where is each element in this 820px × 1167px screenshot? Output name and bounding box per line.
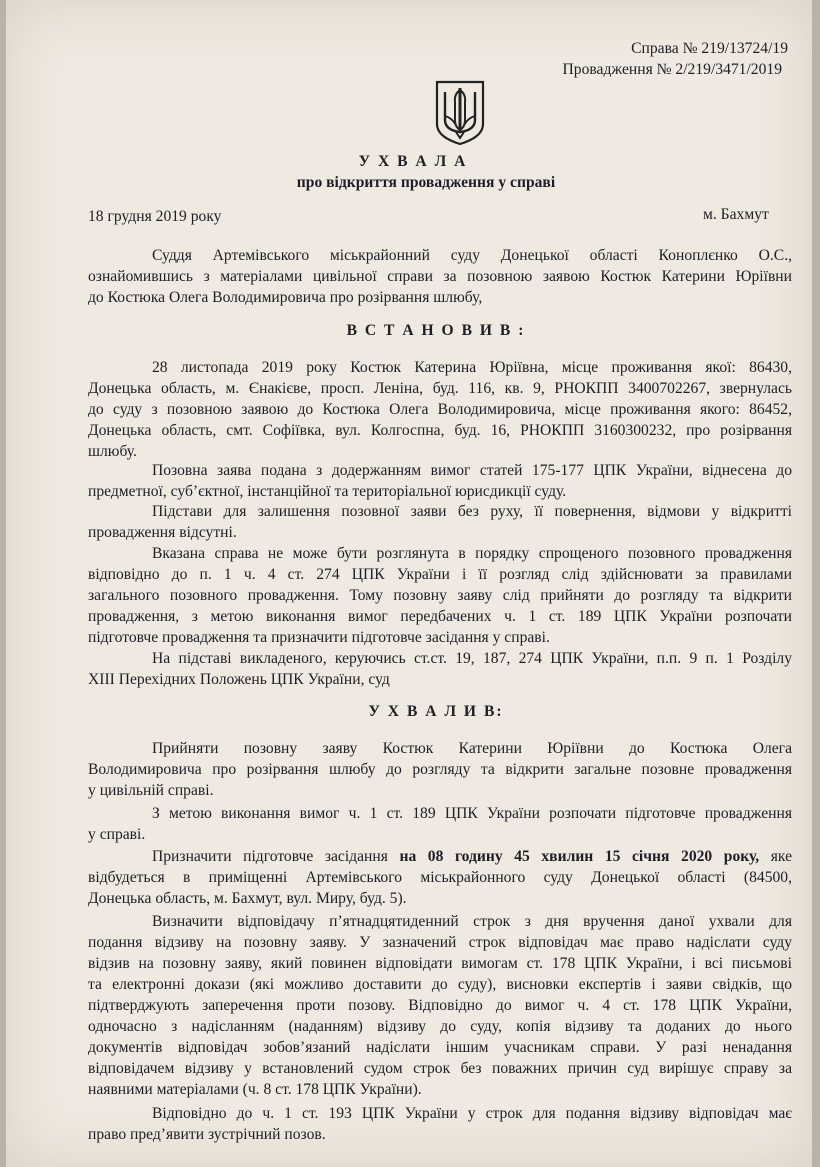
established-heading: В С Т А Н О В И В : xyxy=(346,322,526,339)
document-title: У Х В А Л А xyxy=(358,153,468,170)
ruled-line: подання відзиву на позовну заяву. У зазначений строк відповідач має право надіслати суду xyxy=(88,934,792,951)
ruled-line: право пред’явити зустрічний позов. xyxy=(88,1126,326,1143)
established-line: Вказана справа не може бути розглянута в порядку спрощеного позовного провадження xyxy=(152,545,792,562)
hearing-tail: яке xyxy=(759,848,793,865)
ruled-line: у цивільній справі. xyxy=(88,782,214,799)
hearing-lead: Призначити підготовче засідання xyxy=(152,848,400,865)
established-line: відповідно до п. 1 ч. 4 ст. 274 ЦПК України і її розгляд слід здійснювати за правилами xyxy=(88,566,792,583)
hearing-datetime: на 08 годину 45 хвилин 15 січня 2020 року, xyxy=(399,848,760,865)
ruled-line: підтверджують заперечення проти позову. Відповідно до вимог ч. 4 ст. 178 ЦПК України, xyxy=(88,997,792,1014)
ruled-line: відповідачем відзиву у встановлений судом строк без поважних причин суд вирішує справу за xyxy=(88,1060,792,1077)
intro-line: ознайомившись з матеріалами цивільної справи за позовною заявою Костюк Катерини Юріївни xyxy=(88,268,792,285)
established-line: предметної, суб’єктної, інстанційної та територіальної юрисдикції суду. xyxy=(88,483,567,500)
established-line: XIII Перехідних Положень ЦПК України, суд xyxy=(88,671,390,688)
ruled-line: Донецька область, м. Бахмут, вул. Миру, буд. 5). xyxy=(88,890,407,907)
ruled-line: відзив на позовну заяву, який повинен відповідати вимогам ст. 178 ЦПК України, і всі письмові xyxy=(88,955,792,972)
established-line: На підставі викладеного, керуючись ст.ст. 19, 187, 274 ЦПК України, п.п. 9 п. 1 Розділу xyxy=(152,650,792,667)
established-line: Донецька область, м. Єнакієве, просп. Леніна, буд. 116, кв. 9, РНОКПП 3400702267, звернулась xyxy=(88,380,792,397)
ruled-line: Відповідно до ч. 1 ст. 193 ЦПК України у строк для подання відзиву відповідач має xyxy=(152,1105,792,1122)
ruled-line: та електронні докази (які можливо доставити до суду), висновки експертів і заяви свідків, що xyxy=(88,976,792,993)
ruled-line: у справі. xyxy=(88,826,146,843)
established-line: Позовна заява подана з додержанням вимог статей 175-177 ЦПК України, віднесена до xyxy=(152,462,792,479)
ruled-line: Володимировича про розірвання шлюбу до розгляду та відкрити загальне позовне провадження xyxy=(88,761,792,778)
established-line: шлюбу. xyxy=(88,443,137,460)
ruled-line: документів відповідач зобов’язаний надіслати іншим учасникам справи. У разі ненадання xyxy=(88,1039,792,1056)
proceeding-number: Провадження № 2/219/3471/2019 xyxy=(562,61,782,78)
established-line: 28 листопада 2019 року Костюк Катерина Юріївна, місце проживання якої: 86430, xyxy=(152,359,792,376)
ruled-heading: У Х В А Л И В: xyxy=(368,703,504,720)
established-line: провадження відсутні. xyxy=(88,524,237,541)
established-line: до суду з позовною заявою до Костюка Олега Володимировича, місце проживання якого: 86452, xyxy=(88,401,792,418)
ruled-line: наявними матеріалами (ч. 8 ст. 178 ЦПК України). xyxy=(88,1081,422,1098)
established-line: підготовче провадження та призначити підготовче засідання у справі. xyxy=(88,629,550,646)
ruled-line: З метою виконання вимог ч. 1 ст. 189 ЦПК України розпочати підготовче провадження xyxy=(152,805,792,822)
document-subtitle: про відкриття провадження у справі xyxy=(296,174,556,191)
trident-emblem-icon xyxy=(434,80,486,146)
intro-line: до Костюка Олега Володимировича про розірвання шлюбу, xyxy=(88,289,483,306)
document-page xyxy=(6,0,812,1167)
established-line: загального позовного провадження. Тому позовну заяву слід прийняти до розгляду та відкрити xyxy=(88,587,792,604)
established-line: Підстави для залишення позовної заяви без руху, її повернення, відмови у відкритті xyxy=(152,503,792,520)
established-line: Донецька область, смт. Софіївка, вул. Колгоспна, буд. 16, РНОКПП 3160300232, про розірвання xyxy=(88,422,792,439)
ruled-line: Прийняти позовну заяву Костюк Катерини Юріївни до Костюка Олега xyxy=(152,740,792,757)
established-line: провадження, з метою виконання вимог передбачених ч. 1 ст. 189 ЦПК України розпочати xyxy=(88,608,792,625)
document-city: м. Бахмут xyxy=(703,206,769,223)
ruled-line: Визначити відповідачу п’ятнадцятиденний строк з дня вручення даної ухвали для xyxy=(152,913,792,930)
intro-line: Суддя Артемівського міськрайонний суду Донецької області Коноплєнко О.С., xyxy=(152,247,792,264)
ruled-line: відбудеться в приміщенні Артемівського міськрайонного суду Донецької області (84500, xyxy=(88,869,792,886)
case-number: Справа № 219/13724/19 xyxy=(631,40,788,57)
document-date: 18 грудня 2019 року xyxy=(88,208,222,225)
hearing-line xyxy=(152,846,792,867)
ruled-line: одночасно з надісланням (наданням) відзиву до суду, копія відзиву та доданих до нього xyxy=(88,1018,792,1035)
